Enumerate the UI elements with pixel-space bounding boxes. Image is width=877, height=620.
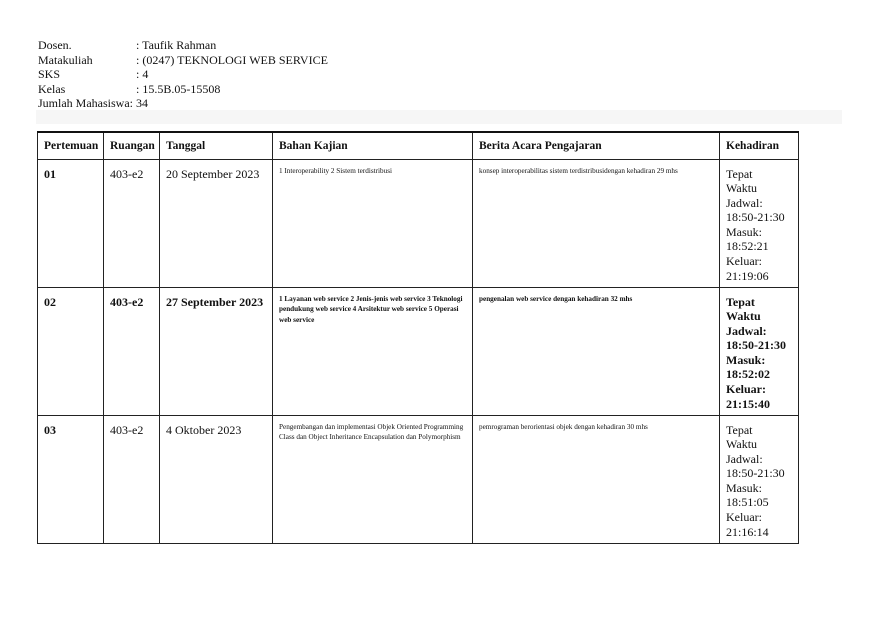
kehadiran-line: Tepat [726, 166, 753, 181]
col-pertemuan: Pertemuan [38, 132, 104, 159]
table-header-row [38, 132, 799, 159]
kehadiran-line: 21:15:40 [726, 396, 770, 411]
kelas-label: Kelas [38, 81, 66, 96]
jumlah-value: : 34 [129, 96, 148, 111]
kehadiran-line: Waktu [726, 437, 758, 452]
tanggal-cell: 27 September 2023 [160, 287, 273, 415]
kehadiran-line: 21:16:14 [726, 524, 769, 539]
attendance-table [37, 131, 799, 544]
col-ruangan: Ruangan [104, 132, 160, 159]
kehadiran-line: Jadwal: [726, 323, 767, 338]
table-row [38, 159, 799, 287]
ruangan-cell: 403-e2 [104, 287, 160, 415]
dosen-label: Dosen. [38, 38, 72, 52]
berita-cell: konsep interoperabilitas sistem terdistribusidengan kehadiran 29 mhs [473, 159, 720, 287]
kehadiran-line: Tepat [726, 422, 753, 437]
kehadiran-line: 18:50-21:30 [726, 338, 786, 353]
info-jumlah [38, 96, 328, 111]
pertemuan-cell: 01 [38, 159, 104, 287]
kehadiran-line: 21:19:06 [726, 268, 769, 283]
berita-cell: pengenalan web service dengan kehadiran 32 mhs [473, 287, 720, 415]
kehadiran-line: Waktu [726, 309, 761, 324]
ruangan-cell: 403-e2 [104, 415, 160, 543]
kehadiran-line: 18:52:02 [726, 367, 770, 382]
kehadiran-line: Waktu [726, 181, 758, 196]
sks-value: : 4 [136, 67, 149, 82]
pertemuan-cell: 02 [38, 287, 104, 415]
kehadiran-line: Keluar: [726, 510, 762, 525]
section-divider [36, 110, 842, 124]
berita-cell: pemrograman berorientasi objek dengan kehadiran 30 mhs [473, 415, 720, 543]
matakuliah-label: Matakuliah [38, 52, 93, 67]
kehadiran-line: Keluar: [726, 254, 762, 269]
info-sks [38, 67, 328, 82]
kelas-value: : 15.5B.05-15508 [136, 81, 221, 96]
table-row [38, 415, 799, 543]
ruangan-cell: 403-e2 [104, 159, 160, 287]
dosen-value: : Taufik Rahman [136, 38, 217, 52]
tanggal-cell: 20 September 2023 [160, 159, 273, 287]
col-berita-acara: Berita Acara Pengajaran [473, 132, 720, 159]
kehadiran-line: Masuk: [726, 480, 762, 495]
bahan-cell: Pengembangan dan implementasi Objek Oriented Programming Class dan Object Inheritance Encapsulation dan Polymorphism [273, 415, 473, 543]
sks-label: SKS [38, 67, 61, 82]
col-tanggal: Tanggal [160, 132, 273, 159]
kehadiran-line: Masuk: [726, 224, 762, 239]
kehadiran-line: Tepat [726, 294, 755, 309]
matakuliah-value: : (0247) TEKNOLOGI WEB SERVICE [136, 52, 328, 67]
jumlah-label: Jumlah Mahasiswa [38, 96, 130, 111]
info-kelas [38, 82, 328, 97]
kehadiran-line: 18:50-21:30 [726, 466, 785, 481]
kehadiran-line: Jadwal: [726, 451, 763, 466]
tanggal-cell: 4 Oktober 2023 [160, 415, 273, 543]
kehadiran-cell [720, 159, 799, 287]
kehadiran-line: Jadwal: [726, 195, 763, 210]
kehadiran-line: 18:50-21:30 [726, 210, 785, 225]
info-matakuliah [38, 53, 328, 68]
bahan-cell: 1 Interoperability 2 Sistem terdistribusi [273, 159, 473, 287]
course-info [38, 38, 328, 111]
col-bahan-kajian: Bahan Kajian [273, 132, 473, 159]
kehadiran-line: Keluar: [726, 382, 766, 397]
pertemuan-cell: 03 [38, 415, 104, 543]
kehadiran-line: 18:51:05 [726, 495, 769, 510]
bahan-cell: 1 Layanan web service 2 Jenis-jenis web service 3 Teknologi pendukung web service 4 Arsitektur web service 5 Operasi web service [273, 287, 473, 415]
table-row [38, 287, 799, 415]
col-kehadiran: Kehadiran [720, 132, 799, 159]
kehadiran-line: 18:52:21 [726, 239, 769, 254]
kehadiran-cell [720, 415, 799, 543]
kehadiran-line: Masuk: [726, 352, 766, 367]
kehadiran-cell [720, 287, 799, 415]
info-dosen [38, 38, 328, 53]
